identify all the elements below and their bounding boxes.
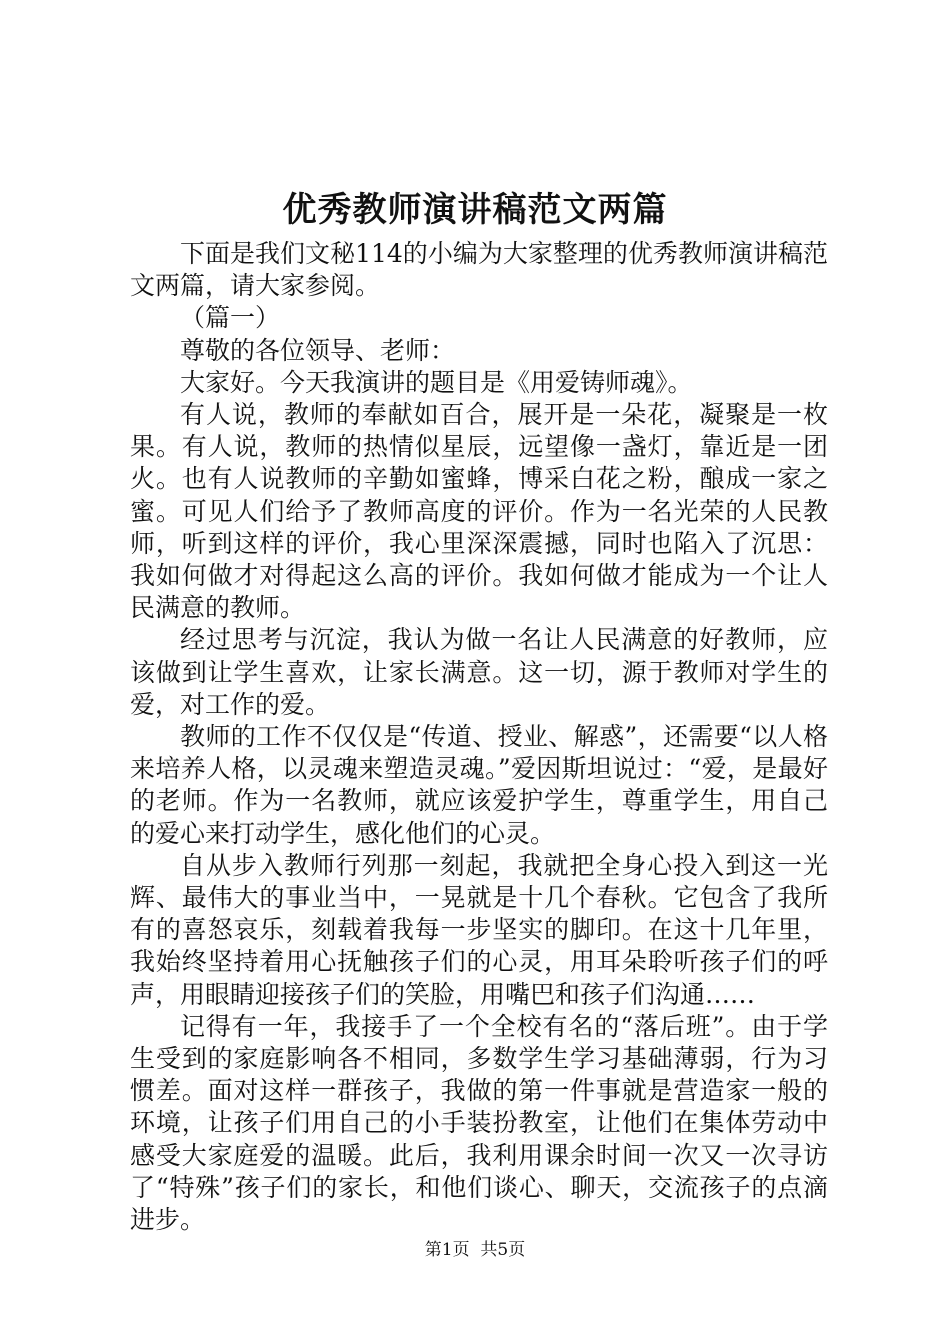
paragraph-greeting: 大家好。今天我演讲的题目是《用爱铸师魂》。 [180, 367, 693, 397]
paragraph-body-4: 自从步入教师行列那一刻起，我就把全身心投入到这一光辉、最伟大的事业当中，一晃就是十几个春秋。它包含了我所有的喜怒哀乐，刻载着我每一步坚实的脚印。在这十几年里，我始终坚持着用心抚触孩子们的心灵，用耳朵聆听孩子们的呼声，用眼睛迎接孩子们的笑脸，用嘴巴和孩子们沟通…… [130, 850, 828, 1009]
paragraph-body-2: 经过思考与沉淀，我认为做一名让人民满意的好教师，应该做到让学生喜欢，让家长满意。这一切，源于教师对学生的爱，对工作的爱。 [130, 625, 828, 719]
document-title: 优秀教师演讲稿范文两篇 [282, 190, 668, 230]
page-footer: 第1页 共5页 [424, 1240, 526, 1260]
paragraph-section-label: （篇一） [180, 303, 281, 333]
paragraph-body-5: 记得有一年，我接手了一个全校有名的“落后班”。由于学生受到的家庭影响各不相同，多数学生学习基础薄弱，行为习惯差。面对这样一群孩子，我做的第一件事就是营造家一般的环境，让孩子们用自己的小手装扮教室，让他们在集体劳动中感受大家庭爱的温暖。此后，我利用课余时间一次又一次寻访了“特殊”孩子们的家长，和他们谈心、聊天，交流孩子的点滴进步。 [130, 1011, 828, 1235]
paragraph-body-1: 有人说，教师的奉献如百合，展开是一朵花，凝聚是一枚果。有人说，教师的热情似星辰，远望像一盏灯，靠近是一团火。也有人说教师的辛勤如蜜蜂，博采白花之粉，酿成一家之蜜。可见人们给予了教师高度的评价。作为一名光荣的人民教师，听到这样的评价，我心里深深震撼，同时也陷入了沉思：我如何做才对得起这么高的评价。我如何做才能成为一个让人民满意的教师。 [130, 400, 828, 623]
document-body [130, 238, 828, 1236]
paragraph-salutation: 尊敬的各位领导、老师： [180, 335, 456, 365]
paragraph-body-3: 教师的工作不仅仅是“传道、授业、解惑”，还需要“以人格来培养人格，以灵魂来塑造灵魂。”爱因斯坦说过：“爱，是最好的老师。作为一名教师，就应该爱护学生，尊重学生，用自己的爱心来打动学生，感化他们的心灵。 [130, 722, 828, 848]
paragraph-intro: 下面是我们文秘114的小编为大家整理的优秀教师演讲稿范文两篇，请大家参阅。 [130, 239, 828, 301]
